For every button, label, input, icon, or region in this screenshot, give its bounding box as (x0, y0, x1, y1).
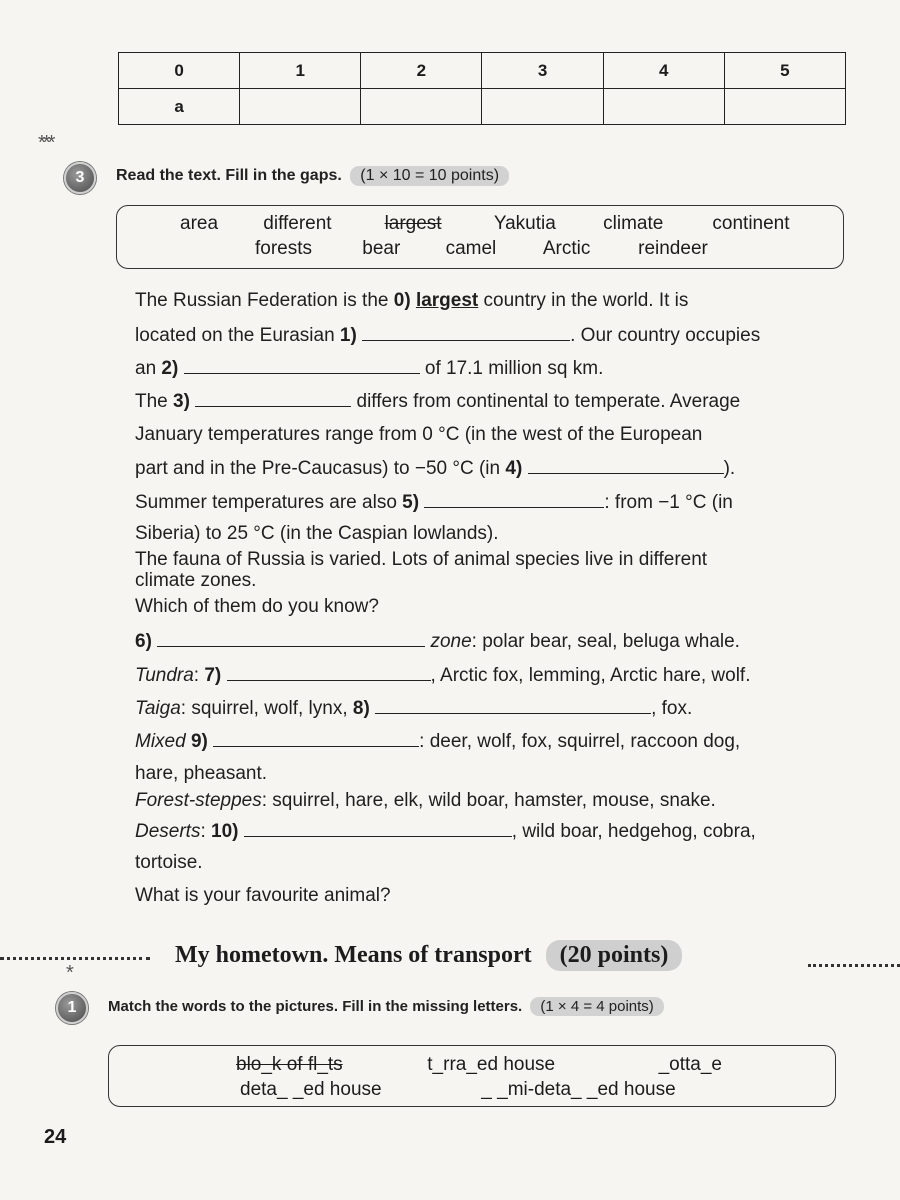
gap-blank-1[interactable] (362, 324, 570, 341)
text-line-11: Which of them do you know? (135, 596, 379, 617)
text-line-1 (135, 290, 688, 312)
word-block-of-flats-crossed: blo_k of fl_ts (236, 1054, 343, 1075)
text-line-5: January temperatures range from 0 °C (in the west of the European (135, 424, 703, 445)
text-line-19: tortoise. (135, 852, 203, 873)
word-arctic: Arctic (542, 238, 591, 259)
section-title (175, 940, 682, 971)
text-line-20: What is your favourite animal? (135, 885, 391, 906)
text: The Russian Federation is the (135, 290, 394, 311)
word-terraced-house[interactable]: t_rra_ed house (427, 1054, 556, 1075)
word-reindeer: reindeer (638, 238, 708, 259)
section-points-badge: (20 points) (546, 940, 683, 971)
gap-blank-5[interactable] (424, 491, 604, 508)
difficulty-stars: * (66, 962, 71, 984)
example-answer: largest (415, 290, 479, 311)
dotted-divider-left (0, 957, 150, 960)
word-different: different (263, 213, 332, 234)
text-line-17 (135, 790, 716, 812)
text-line-8: Siberia) to 25 °C (in the Caspian lowlands). (135, 523, 499, 544)
difficulty-stars: *** (38, 132, 53, 154)
gap-number: 3) (173, 391, 190, 412)
task-number-badge: 1 (56, 992, 88, 1024)
word-largest-crossed: largest (384, 213, 442, 234)
gap-blank-9[interactable] (213, 730, 419, 747)
gap-blank-8[interactable] (375, 697, 651, 714)
gap-blank-4[interactable] (528, 457, 724, 474)
text: : squirrel, hare, elk, wild boar, hamster, mouse, snake. (261, 790, 716, 811)
text: , wild boar, hedgehog, cobra, (511, 821, 756, 842)
text: : from −1 °C (in (604, 492, 733, 513)
text-line-14 (135, 697, 692, 720)
text: : squirrel, wolf, lynx, (180, 698, 353, 719)
gap-number: 0) (393, 290, 411, 311)
table-cell: 4 (603, 53, 724, 89)
text: differs from continental to temperate. Average (351, 391, 741, 412)
gap-blank-7[interactable] (227, 664, 431, 681)
answer-table (118, 52, 846, 125)
page-number: 24 (44, 1126, 67, 1148)
points-badge: (1 × 10 = 10 points) (350, 166, 509, 186)
gap-number: 4) (505, 458, 523, 479)
text: located on the Eurasian (135, 325, 340, 346)
text: an (135, 358, 162, 379)
table-answer-cell[interactable] (240, 89, 361, 125)
table-cell: 0 (119, 53, 240, 89)
word-forests: forests (255, 238, 313, 259)
gap-number: 2) (161, 358, 179, 379)
word-cottage[interactable]: _otta_e (658, 1054, 722, 1075)
text: , Arctic fox, lemming, Arctic hare, wolf. (430, 665, 751, 686)
dotted-divider-right (808, 964, 900, 967)
word-box-row-1 (180, 213, 790, 235)
gap-number: 5) (402, 492, 420, 513)
text-line-13 (135, 664, 750, 687)
word-area: area (180, 213, 219, 234)
text: Summer temperatures are also (135, 492, 403, 513)
text-line-16: hare, pheasant. (135, 763, 268, 784)
task-number-badge: 3 (64, 162, 96, 194)
table-cell: 3 (482, 53, 603, 89)
text: ). (723, 458, 736, 479)
task-instruction (108, 997, 664, 1016)
gap-blank-2[interactable] (184, 357, 420, 374)
table-cell: 2 (361, 53, 482, 89)
gap-number: 6) (135, 631, 152, 652)
text: The (135, 391, 174, 412)
italic-term: Deserts (135, 821, 201, 842)
gap-number: 8) (352, 698, 370, 719)
text-line-18 (135, 820, 756, 843)
word-detached-house[interactable]: deta_ _ed house (240, 1079, 382, 1100)
text: : deer, wolf, fox, squirrel, raccoon dog, (419, 731, 741, 752)
word-bear: bear (362, 238, 401, 259)
instruction-text: Match the words to the pictures. Fill in the missing letters. (108, 998, 523, 1015)
gap-number: 9) (190, 731, 208, 752)
text: country in the world. It is (478, 290, 689, 311)
text: : (200, 821, 212, 842)
points-badge: (1 × 4 = 4 points) (530, 997, 663, 1016)
text-line-7 (135, 491, 733, 514)
table-header-row (119, 53, 846, 89)
table-cell: 5 (724, 53, 845, 89)
word-camel: camel (445, 238, 497, 259)
text-line-12 (135, 630, 740, 653)
text-line-2 (135, 324, 760, 347)
text: part and in the Pre-Caucasus) to −50 °C (in (135, 458, 506, 479)
gap-number: 7) (204, 665, 222, 686)
section-title-text: My hometown. Means of transport (175, 942, 532, 968)
gap-blank-10[interactable] (244, 820, 512, 837)
text: . Our country occupies (570, 325, 761, 346)
text-line-6 (135, 457, 735, 480)
italic-term: Mixed (135, 731, 186, 752)
word-box-row-1 (236, 1054, 722, 1076)
italic-term: Forest-steppes (135, 790, 262, 811)
word-climate: climate (603, 213, 664, 234)
text-line-4 (135, 390, 740, 413)
italic-term: zone (430, 631, 472, 652)
table-answer-cell[interactable] (482, 89, 603, 125)
word-box-row-2 (240, 1079, 676, 1101)
gap-number: 1) (339, 325, 357, 346)
table-answer-cell[interactable] (361, 89, 482, 125)
word-continent: continent (712, 213, 790, 234)
table-cell: 1 (240, 53, 361, 89)
text-line-3 (135, 357, 603, 380)
text-line-15 (135, 730, 740, 753)
italic-term: Tundra (135, 665, 194, 686)
gap-blank-3[interactable] (195, 390, 351, 407)
word-yakutia: Yakutia (493, 213, 556, 234)
text: of 17.1 million sq km. (419, 358, 604, 379)
word-box-row-2 (255, 238, 708, 260)
instruction-text: Read the text. Fill in the gaps. (116, 167, 342, 184)
table-answer-row (119, 89, 846, 125)
text-line-9: The fauna of Russia is varied. Lots of animal species live in different (135, 549, 708, 570)
task-instruction (116, 166, 509, 186)
text: : (193, 665, 205, 686)
table-answer-cell[interactable] (603, 89, 724, 125)
italic-term: Taiga (135, 698, 181, 719)
word-semi-detached-house[interactable]: _ _mi-deta_ _ed house (481, 1079, 676, 1100)
table-cell: a (119, 89, 240, 125)
table-answer-cell[interactable] (724, 89, 845, 125)
text-line-10: climate zones. (135, 570, 257, 591)
text: , fox. (651, 698, 693, 719)
gap-blank-6[interactable] (157, 630, 425, 647)
text: : polar bear, seal, beluga whale. (471, 631, 740, 652)
gap-number: 10) (211, 821, 239, 842)
